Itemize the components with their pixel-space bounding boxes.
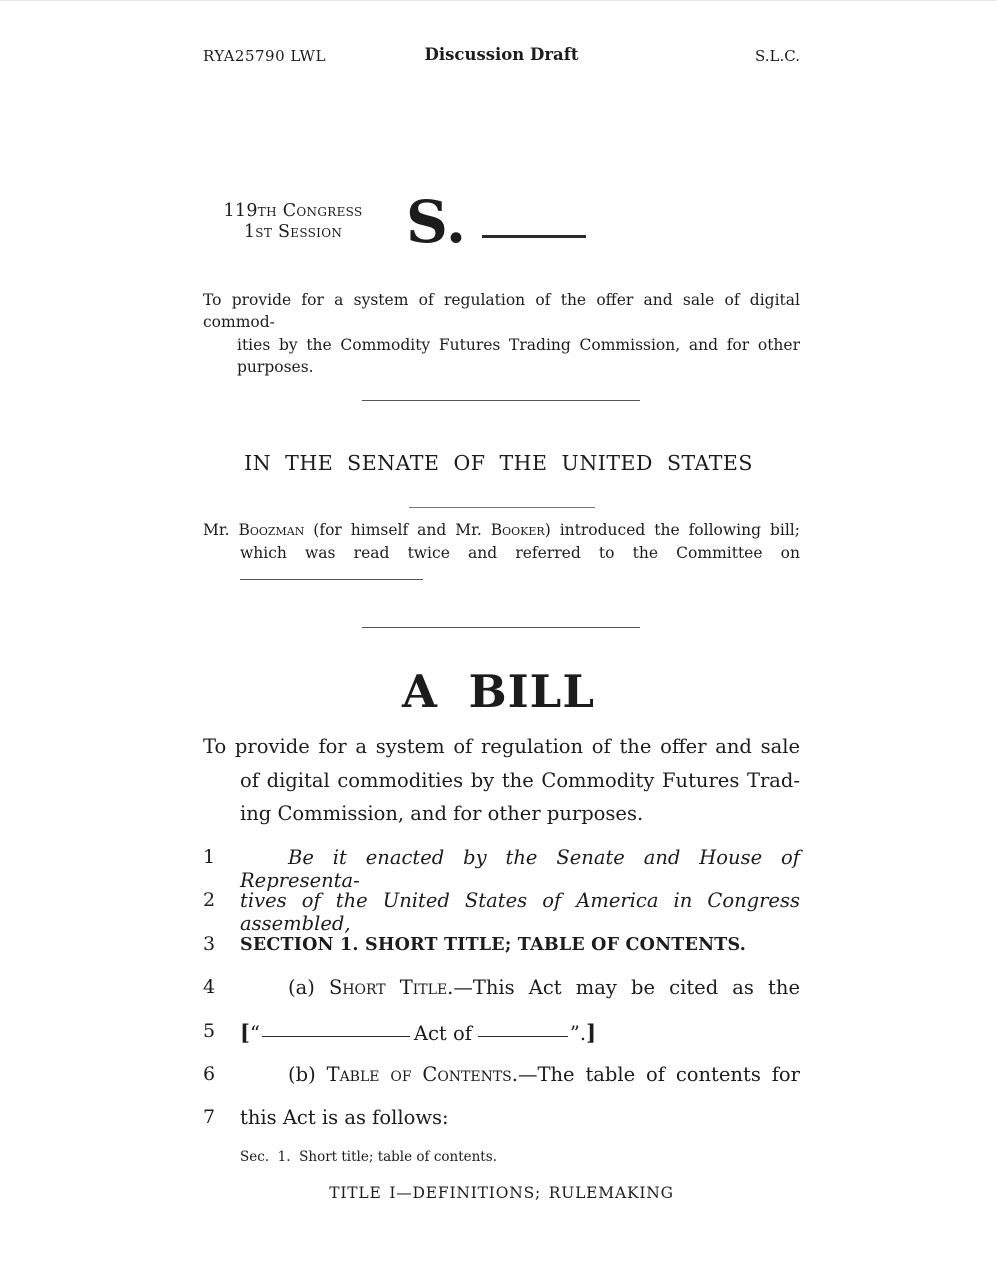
- cosponsor-name: Booker: [490, 521, 545, 539]
- document-id: RYA25790 LWL: [203, 47, 326, 65]
- subsection-label: (a): [288, 976, 329, 1000]
- preamble-line: purposes.: [237, 358, 314, 377]
- act-year-blank: [478, 1034, 568, 1037]
- follows-line: this Act is as follows:: [240, 1106, 449, 1130]
- act-name-blank-line: [240, 1020, 800, 1063]
- bill-line-4: [203, 976, 800, 1019]
- divider-rule: [362, 627, 640, 628]
- line-number: 6: [203, 1062, 216, 1085]
- table-of-contents-line: [240, 1063, 800, 1106]
- close-bracket: ]: [586, 1019, 597, 1045]
- purpose-line: ing Commission, and for other purposes.: [240, 802, 644, 826]
- sponsor-name: Boozman: [238, 521, 305, 539]
- bill-number-blank: [482, 231, 586, 238]
- line-number: 5: [203, 1019, 216, 1042]
- preamble-line: ities by the Commodity Futures Trading Commission, and for other: [237, 335, 800, 354]
- bill-prefix: S.: [406, 188, 467, 256]
- preamble-line: To provide for a system of regulation of the offer and sale of digital commod-: [203, 291, 800, 332]
- line-number: 7: [203, 1106, 216, 1129]
- toc-sec-entry: Sec. 1. Short title; table of contents.: [240, 1149, 497, 1165]
- sponsor-paragraph: [203, 519, 800, 564]
- congress-session-block: [203, 201, 383, 243]
- draft-label: Discussion Draft: [424, 45, 579, 64]
- short-title-line: [240, 976, 800, 1019]
- open-quote: “: [249, 1021, 260, 1045]
- subsection-label: (b): [288, 1062, 327, 1086]
- subsection-title: Short Title: [328, 976, 448, 1000]
- purpose-line: To provide for a system of regulation of the offer and sale: [203, 735, 800, 758]
- section-heading: SECTION 1. SHORT TITLE; TABLE OF CONTENTS.: [240, 934, 746, 955]
- sponsor-middle: (for himself and Mr.: [304, 521, 491, 539]
- page-header: [203, 47, 800, 69]
- bill-heading: A BILL: [402, 665, 595, 718]
- line-number: 3: [203, 932, 216, 955]
- congress-line: 119th Congress: [223, 201, 363, 221]
- committee-blank-line: [240, 579, 423, 580]
- line-number: 4: [203, 976, 216, 999]
- bill-line-1: [203, 846, 800, 892]
- sponsor-suffix: ) introduced the following bill;: [544, 521, 800, 539]
- subsection-text: .—The table of contents for: [511, 1062, 800, 1086]
- line-number: 1: [203, 846, 216, 868]
- act-of-text: Act of: [413, 1021, 472, 1045]
- bill-line-7: [203, 1106, 800, 1149]
- bill-number: [406, 188, 586, 256]
- close-quote: ”.: [569, 1021, 587, 1045]
- senate-heading: IN THE SENATE OF THE UNITED STATES: [244, 451, 753, 475]
- sponsor-line: [203, 519, 800, 542]
- bill-line-2: [203, 889, 800, 936]
- short-divider-rule: [409, 507, 595, 508]
- line-number: 2: [203, 889, 216, 912]
- bill-line-3: [203, 933, 800, 976]
- purpose-paragraph: [203, 730, 800, 831]
- act-name-blank: [262, 1034, 410, 1037]
- office-code: S.L.C.: [755, 47, 800, 65]
- enacting-clause-line: Be it enacted by the Senate and House of Representa-: [240, 846, 800, 892]
- toc-title-heading: TITLE I—DEFINITIONS; RULEMAKING: [329, 1184, 674, 1202]
- subsection-text: .—This Act may be cited as the: [447, 976, 800, 1000]
- enacting-clause-line: tives of the United States of America in Congress assembled,: [240, 889, 800, 936]
- purpose-line: of digital commodities by the Commodity Futures Trad-: [240, 768, 800, 792]
- subsection-title: Table of Contents: [326, 1062, 512, 1086]
- divider-rule: [362, 400, 640, 401]
- sponsor-prefix: Mr.: [203, 521, 239, 539]
- session-line: 1st Session: [243, 222, 343, 242]
- bill-body: [203, 846, 800, 1150]
- open-bracket: [: [240, 1019, 250, 1045]
- preamble: [203, 289, 800, 379]
- bill-line-5: [203, 1020, 800, 1063]
- bill-line-6: [203, 1063, 800, 1106]
- sponsor-line: which was read twice and referred to the Committee on: [240, 543, 800, 562]
